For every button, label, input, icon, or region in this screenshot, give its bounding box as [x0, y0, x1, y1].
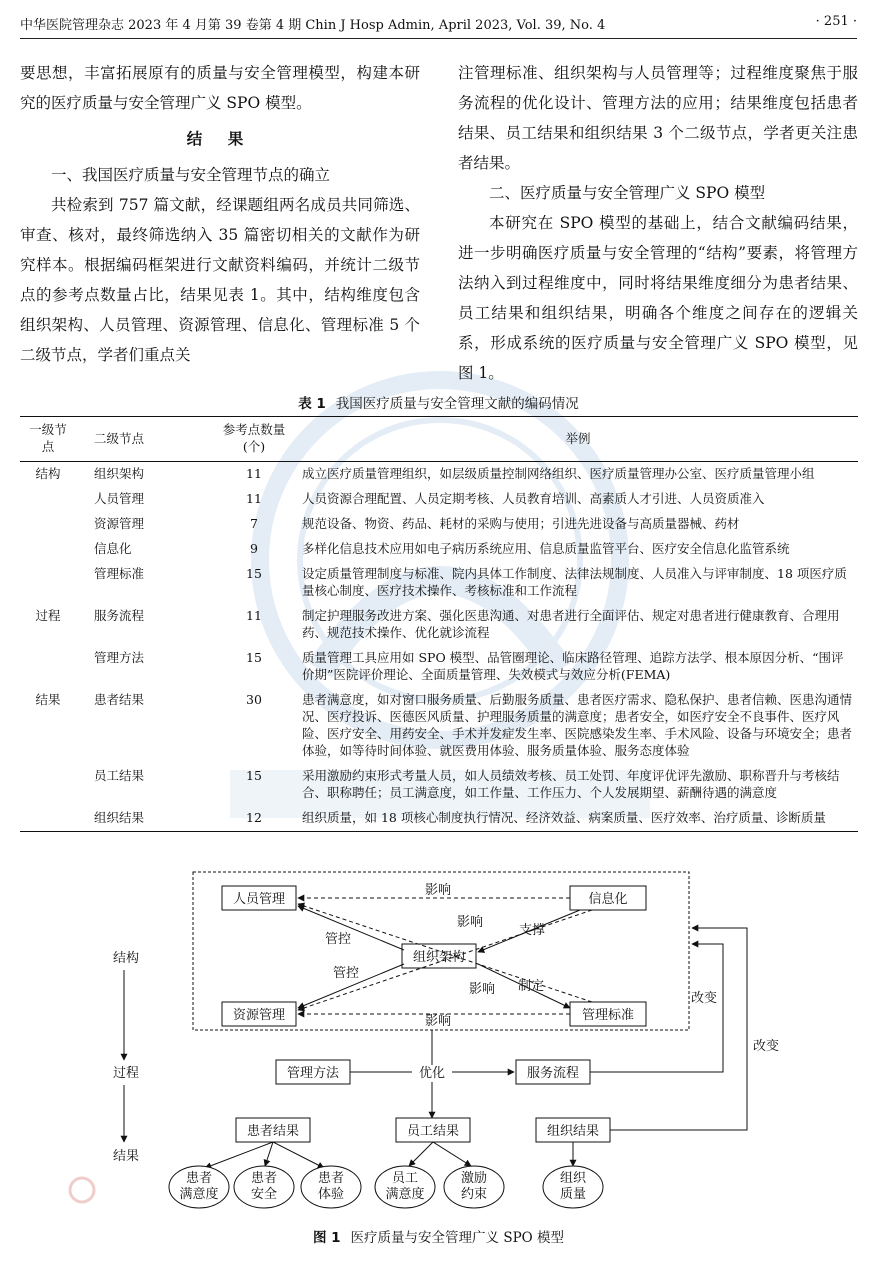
cell-level2: 服务流程	[94, 608, 145, 623]
node-patient-label: 患者结果	[246, 1124, 300, 1139]
leaf-text: 满意度	[179, 1187, 219, 1202]
cell-level2: 组织结果	[76, 806, 210, 832]
edge-label-influence: 影响	[456, 915, 484, 930]
header-rule	[20, 38, 857, 39]
cell-level2: 管理方法	[94, 650, 145, 665]
table-label: 表 1	[298, 396, 326, 412]
cell-count: 11	[246, 466, 262, 481]
dimension-structure: 结构	[112, 951, 140, 966]
subheading: 二、医疗质量与安全管理广义 SPO 模型	[489, 184, 766, 202]
cell-example: 组织质量，如 18 项核心制度执行情况、经济效益、病案质量、医疗效率、治疗质量、诊断质量	[298, 806, 858, 832]
edge-label-support: 支撑	[518, 923, 546, 938]
cell-count: 11	[246, 491, 262, 506]
header-example: 举例	[298, 417, 858, 462]
left-column	[20, 58, 420, 370]
dimension-process: 过程	[112, 1066, 140, 1081]
cell-level2: 人员管理	[94, 491, 145, 506]
cell-level2: 信息化	[94, 541, 132, 556]
cell-count: 30	[246, 692, 262, 707]
cell-level1: 结果	[35, 692, 61, 707]
cell-example: 患者满意度，如对窗口服务质量、后勤服务质量、患者医疗需求、隐私保护、患者信赖、医患沟通情况、医疗投诉、医德医风质量、护理服务质量的满意度；患者安全，如医疗安全不良事件、医疗风险、医疗安全、用药安全、手术并发症发生率、医院感染发生率、手术风险、设备与环境安全；患者体验，如等待时间体验、就医费用体验、服务质量体验、服务态度体验	[302, 692, 853, 758]
edge-label-optimize: 优化	[418, 1066, 446, 1081]
dimension-result: 结果	[112, 1149, 140, 1164]
leaf-text: 员工	[391, 1171, 419, 1186]
table-row	[20, 512, 858, 537]
cell-level1	[20, 646, 76, 688]
edge-leaf	[433, 1142, 471, 1166]
cell-count: 15	[246, 650, 262, 665]
cell-count: 7	[250, 516, 258, 531]
figure-label: 图 1	[312, 1230, 341, 1246]
edge-leaf	[265, 1142, 273, 1166]
journal-info: 中华医院管理杂志 2023 年 4 月第 39 卷第 4 期 Chin J Hosp Admin, April 2023, Vol. 39, No. 4	[20, 18, 606, 33]
paragraph: 注管理标准、组织架构与人员管理等；过程维度聚焦于服务流程的优化设计、管理方法的应用；结果维度包括患者结果、员工结果和组织结果 3 个二级节点，学者更关注患者结果。	[458, 64, 858, 172]
table-row	[20, 537, 858, 562]
cell-level2: 患者结果	[94, 692, 145, 707]
table-row	[20, 806, 858, 832]
leaf-text: 患者	[185, 1171, 213, 1186]
cell-level1	[20, 764, 76, 806]
cell-level1	[20, 487, 76, 512]
subheading: 一、我国医疗质量与安全管理节点的确立	[51, 166, 331, 184]
section-title: 结 果	[186, 129, 254, 148]
spo-model-diagram	[0, 860, 877, 1220]
table-row	[20, 562, 858, 604]
paragraph: 要思想，丰富拓展原有的质量与安全管理模型，构建本研究的医疗质量与安全管理广义 SPO 模型。	[20, 64, 420, 112]
leaf-text: 约束	[460, 1187, 488, 1202]
edge-change	[610, 928, 747, 1130]
table-row	[20, 688, 858, 764]
table-header-row	[20, 417, 858, 462]
cell-level1: 过程	[35, 608, 61, 623]
cell-count: 12	[210, 806, 298, 832]
node-personnel-label: 人员管理	[232, 892, 286, 907]
cell-example: 采用激励约束形式考量人员，如人员绩效考核、员工处罚、年度评优评先激励、职称晋升与考核结合、职称聘任；员工满意度，如工作量、工作压力、个人发展期望、薪酬待遇的满意度	[302, 768, 840, 800]
table-title: 我国医疗质量与安全管理文献的编码情况	[335, 396, 579, 412]
node-staff-label: 员工结果	[406, 1124, 460, 1139]
paragraph: 本研究在 SPO 模型的基础上，结合文献编码结果，进一步明确医疗质量与安全管理的“结构”要素，将管理方法纳入到过程维度中，同时将结果维度细分为患者结果、员工结果和组织结果，明确各个维度之间存在的逻辑关系，形成系统的医疗质量与安全管理广义 SPO 模型，见图 1。	[458, 214, 858, 382]
figure-caption	[20, 1226, 857, 1246]
edge-label-influence: 影响	[468, 982, 496, 997]
table-caption	[20, 392, 857, 412]
cell-example: 规范设备、物资、药品、耗材的采购与使用；引进先进设备与高质量器械、药材	[302, 516, 740, 531]
table-row	[20, 604, 858, 646]
figure-title: 医疗质量与安全管理广义 SPO 模型	[350, 1230, 565, 1246]
cell-level2: 组织架构	[94, 466, 145, 481]
node-standard-label: 管理标准	[581, 1008, 635, 1023]
edge-leaf	[409, 1142, 433, 1166]
edge-label-control: 管控	[332, 966, 360, 981]
cell-level1	[20, 806, 76, 832]
edge-label-influence: 影响	[424, 883, 452, 898]
leaf-text: 体验	[317, 1187, 345, 1202]
table-row	[20, 462, 858, 488]
leaf-text: 激励	[460, 1171, 488, 1186]
cell-example: 质量管理工具应用如 SPO 模型、品管圈理论、临床路径管理、追踪方法学、根本原因分析、“围评价期”医院评价理论、全面质量管理、失效模式与效应分析(FEMA)	[302, 650, 844, 682]
node-org-label: 组织架构	[412, 950, 466, 965]
edge-leaf	[273, 1142, 324, 1168]
header-level1: 一级节点	[20, 417, 76, 462]
coding-table	[20, 416, 858, 832]
paragraph: 共检索到 757 篇文献，经课题组两名成员共同筛选、审查、核对，最终筛选纳入 35 篇密切相关的文献作为研究样本。根据编码框架进行文献资料编码，并统计二级节点的参考点数量占比，结果见表 1。其中，结构维度包含组织架构、人员管理、资源管理、信息化、管理标准 5 个二级节点，学者们重点关	[20, 196, 420, 364]
seal-icon	[70, 1178, 94, 1202]
cell-level1	[20, 562, 76, 604]
page-number: · 251 ·	[815, 14, 857, 29]
cell-level1	[20, 512, 76, 537]
cell-example: 成立医疗质量管理组织，如层级质量控制网络组织、医疗质量管理办公室、医疗质量管理小组	[302, 466, 815, 481]
edge-label-change: 改变	[753, 1039, 780, 1054]
edge-label-influence: 影响	[424, 1014, 452, 1029]
edge-leaf	[205, 1142, 273, 1168]
edge-influence	[298, 904, 592, 1002]
cell-level2: 管理标准	[94, 566, 145, 581]
cell-count: 15	[246, 566, 262, 581]
leaf-text: 组织	[559, 1171, 587, 1186]
node-orgresult-label: 组织结果	[546, 1124, 600, 1139]
leaf-text: 安全	[250, 1187, 278, 1202]
leaf-text: 患者	[317, 1171, 345, 1186]
cell-level2: 资源管理	[94, 516, 145, 531]
node-method-label: 管理方法	[286, 1066, 340, 1081]
cell-level2: 员工结果	[94, 768, 145, 783]
table-row	[20, 646, 858, 688]
right-column	[458, 58, 858, 388]
edge-label-change: 改变	[690, 991, 717, 1006]
leaf-text: 满意度	[385, 1187, 425, 1202]
leaf-text: 质量	[559, 1187, 587, 1202]
table-row	[20, 764, 858, 806]
leaf-text: 患者	[250, 1171, 278, 1186]
cell-level1	[20, 537, 76, 562]
cell-count: 11	[246, 608, 262, 623]
cell-level1: 结构	[35, 466, 61, 481]
edge-label-formulate: 制定	[517, 979, 545, 994]
cell-example: 人员资源合理配置、人员定期考核、人员教育培训、高素质人才引进、人员资质准入	[302, 491, 765, 506]
edge-label-control: 管控	[324, 932, 352, 947]
node-service-label: 服务流程	[526, 1066, 580, 1081]
edge-influence	[298, 910, 592, 1010]
cell-example: 制定护理服务改进方案、强化医患沟通、对患者进行全面评估、规定对患者进行健康教育、合理用药、规范技术操作、优化就诊流程	[302, 608, 840, 640]
node-info-label: 信息化	[588, 892, 628, 907]
cell-count: 9	[250, 541, 258, 556]
node-resource-label: 资源管理	[232, 1008, 286, 1023]
cell-example: 多样化信息技术应用如电子病历系统应用、信息质量监管平台、医疗安全信息化监管系统	[302, 541, 790, 556]
cell-example: 设定质量管理制度与标准、院内具体工作制度、法律法规制度、人员准入与评审制度、18 项医疗质量核心制度、医疗技术操作、考核标准和工作流程	[302, 566, 847, 598]
header-level2: 二级节点	[76, 417, 210, 462]
table-row	[20, 487, 858, 512]
cell-count: 15	[246, 768, 262, 783]
running-header	[20, 14, 857, 36]
header-count: 参考点数量(个)	[210, 417, 298, 462]
